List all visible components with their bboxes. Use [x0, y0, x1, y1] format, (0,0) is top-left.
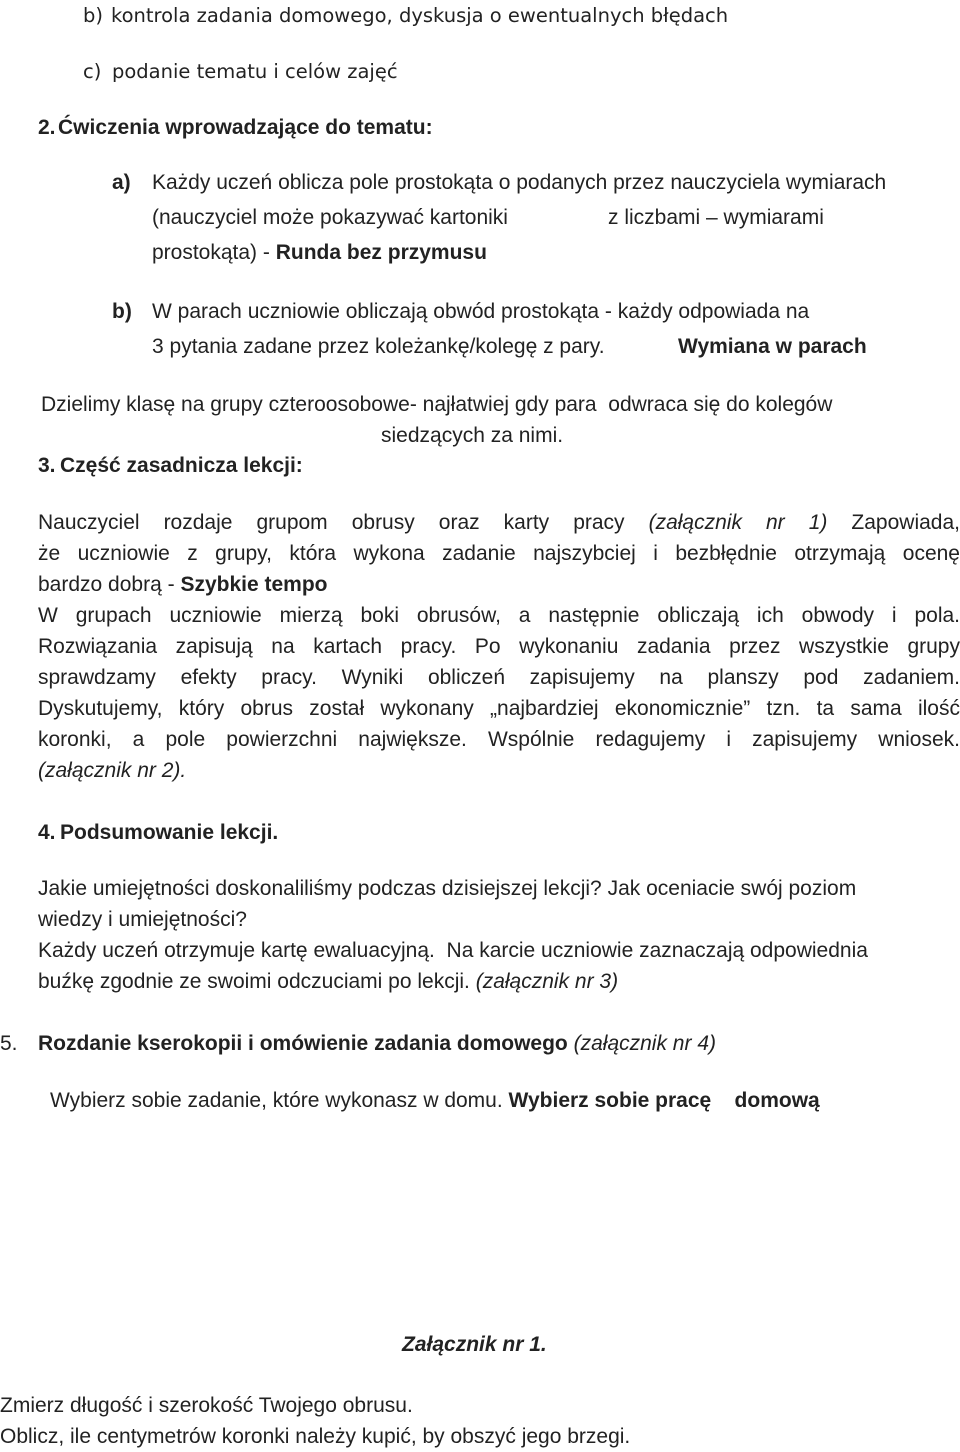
attachment-ref-1: (załącznik nr 1) [648, 511, 828, 534]
section-2-heading [38, 112, 433, 143]
section-3-paragraph-line-7: Dyskutujemy, który obrus został wykonany „najbardziej ekonomicznie” tzn. ta sama ilość [38, 697, 960, 720]
section-2a-line-2-right: z liczbami – wymiarami [608, 206, 824, 229]
section-4-heading [38, 817, 279, 848]
section-5-title: Rozdanie kserokopii i omówienie zadania domowego [38, 1032, 568, 1055]
attachment-ref-4: (załącznik nr 4) [573, 1032, 716, 1055]
section-4-line-4-text: buźkę zgodnie ze swoimi odczuciami po lekcji. [38, 970, 470, 993]
label-szybkie-tempo: Szybkie tempo [180, 573, 328, 596]
section-2a-line-1: Każdy uczeń oblicza pole prostokąta o podanych przez nauczyciela wymiarach [152, 171, 887, 194]
section-3-paragraph-line-3 [38, 569, 327, 600]
groups-line-2: siedzących za nimi. [381, 424, 564, 447]
intro-item-b-marker: b) [83, 4, 103, 27]
p1-text: Nauczyciel rozdaje grupom obrusy oraz karty pracy [38, 511, 625, 534]
section-5-number: 5. [0, 1032, 18, 1055]
homework-line [50, 1085, 820, 1116]
section-3-title: Część zasadnicza lekcji: [60, 454, 303, 477]
groups-line-1: Dzielimy klasę na grupy czteroosobowe- najłatwiej gdy para odwraca się do kolegów [41, 393, 833, 416]
appendix-line-1: Zmierz długość i szerokość Twojego obrusu. [0, 1394, 413, 1417]
section-3-paragraph-line-6: sprawdzamy efekty pracy. Wyniki obliczeń zapisujemy na planszy pod zadaniem. [38, 666, 960, 689]
section-4-line-2: wiedzy i umiejętności? [38, 908, 247, 931]
section-3-paragraph-line-2: że uczniowie z grupy, która wykona zadanie najszybciej i bezbłędnie otrzymają ocenę [38, 542, 960, 565]
p3-text: bardzo dobrą - [38, 573, 175, 596]
section-4-title: Podsumowanie lekcji. [60, 821, 279, 844]
intro-item-b-text: kontrola zadania domowego, dyskusja o ewentualnych błędach [111, 4, 729, 27]
section-2a-line-3 [152, 237, 487, 268]
section-3-paragraph-line-4: W grupach uczniowie mierzą boki obrusów, a następnie obliczają ich obwody i pola. [38, 604, 960, 627]
homework-bold: Wybierz sobie pracę domową [508, 1089, 820, 1112]
section-2b-line-2: 3 pytania zadane przez koleżankę/kolegę z pary. [152, 335, 605, 358]
section-2b-label-wymiana: Wymiana w parach [678, 335, 867, 358]
p1-end: Zapowiada, [851, 511, 960, 534]
section-2a-line-2-left: (nauczyciel może pokazywać kartoniki [152, 206, 508, 229]
section-2-number: 2. [38, 116, 56, 139]
section-2a-label-runda: Runda bez przymusu [275, 241, 487, 264]
section-3-paragraph-line-1 [38, 507, 960, 538]
intro-item-b [83, 0, 729, 31]
section-3-number: 3. [38, 454, 56, 477]
section-4-line-4 [38, 966, 618, 997]
section-4-line-3: Każdy uczeń otrzymuje kartę ewaluacyjną. Na karcie uczniowie zaznaczają odpowiednia [38, 939, 868, 962]
intro-item-c [83, 56, 398, 87]
intro-item-c-marker: c) [83, 60, 102, 83]
appendix-line-2: Oblicz, ile centymetrów koronki należy kupić, by obszyć jego brzegi. [0, 1425, 631, 1448]
section-3-paragraph-line-8: koronki, a pole powierzchni największe. Wspólnie redagujemy i zapisujemy wniosek. [38, 728, 960, 751]
section-2a-marker: a) [112, 171, 131, 194]
section-2b-line-1: W parach uczniowie obliczają obwód prostokąta - każdy odpowiada na [152, 300, 810, 323]
attachment-ref-2: (załącznik nr 2). [38, 759, 187, 782]
section-2b-marker: b) [112, 300, 132, 323]
section-2-title: Ćwiczenia wprowadzające do tematu: [58, 116, 433, 139]
section-4-line-1: Jakie umiejętności doskonaliliśmy podczas dzisiejszej lekcji? Jak oceniacie swój poziom [38, 877, 857, 900]
section-3-heading [38, 450, 303, 481]
section-3-paragraph-line-5: Rozwiązania zapisują na kartach pracy. Po wykonaniu zadania przez wszystkie grupy [38, 635, 960, 658]
section-5-heading [38, 1028, 716, 1059]
intro-item-c-text: podanie tematu i celów zajęć [112, 60, 398, 83]
homework-text: Wybierz sobie zadanie, które wykonasz w domu. [50, 1089, 503, 1112]
attachment-ref-3: (załącznik nr 3) [475, 970, 619, 993]
section-2a-line-3-text: prostokąta) - [152, 241, 270, 264]
appendix-title: Załącznik nr 1. [402, 1333, 547, 1356]
section-4-number: 4. [38, 821, 56, 844]
